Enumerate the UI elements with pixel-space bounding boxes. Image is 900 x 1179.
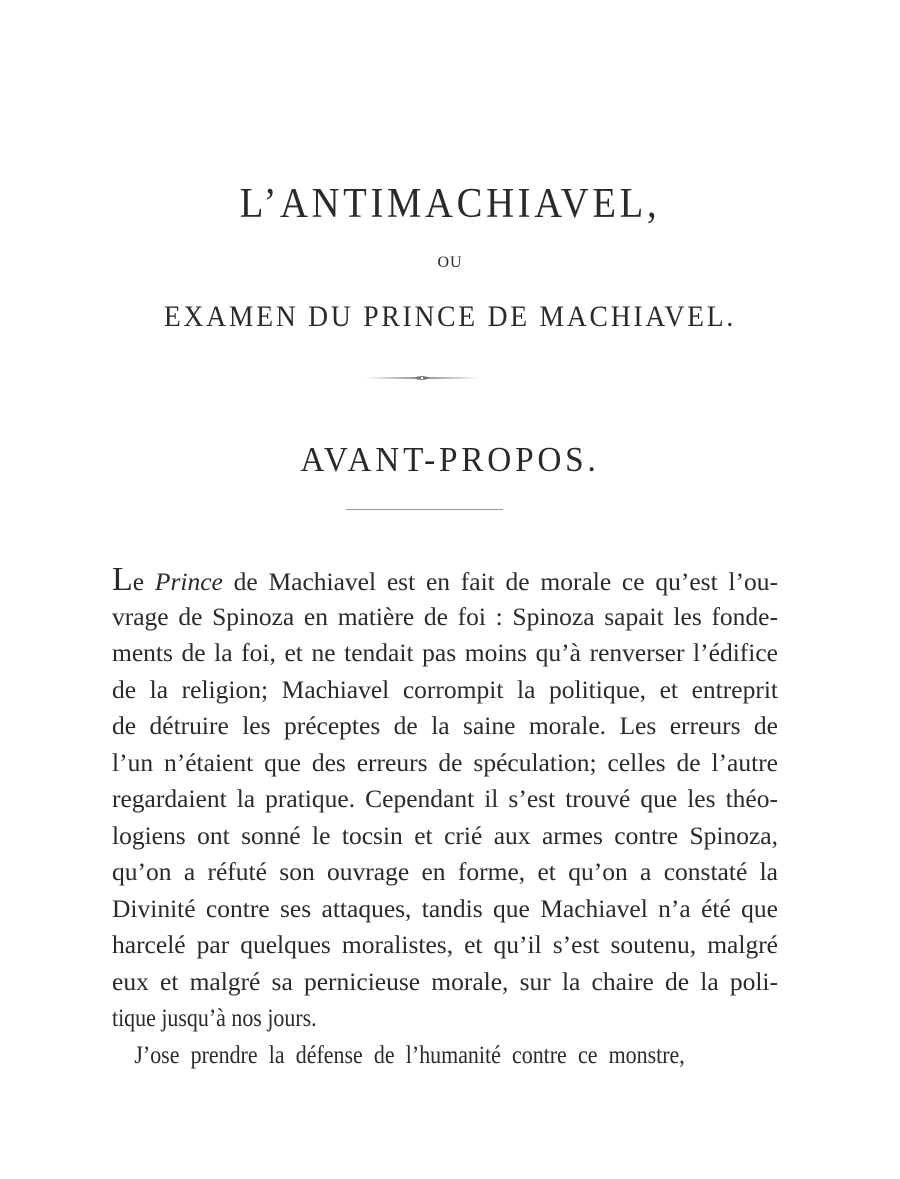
text-span: de Machiavel est en fait de morale ce qu’est l’ou- [222,567,778,596]
book-subtitle: EXAMEN DU PRINCE DE MACHIAVEL. [163,300,737,333]
paragraph-line: ments de la foi, et ne tendait pas moins qu’à renverser l’édifice [112,638,778,667]
paragraph-line [112,562,778,599]
ornament-divider-icon [365,374,480,382]
paragraph-line: J’ose prendre la défense de l’humanité contre ce monstre, [134,1039,685,1069]
book-title: L’ANTIMACHIAVEL, [239,181,661,227]
paragraph-line: vrage de Spinoza en matière de foi : Spinoza sapait les fonde- [112,601,778,631]
section-heading: AVANT-PROPOS. [300,440,600,479]
paragraph-line: tique jusqu’à nos jours. [112,1003,317,1032]
text-span: e [132,567,155,596]
paragraph-line: qu’on a réfuté son ouvrage en forme, et qu’on a constaté la [112,857,778,886]
body-text [112,562,778,1073]
book-title-italic: Prince [154,567,223,596]
paragraph-line: l’un n’étaient que des erreurs de spéculation; celles de l’autre [112,747,778,777]
paragraph-line: Divinité contre ses attaques, tandis que Machiavel n’a été que [112,893,778,923]
paragraph-line: de la religion; Machiavel corrompit la politique, et entreprit [112,674,778,704]
paragraph-line: logiens ont sonné le tocsin et crié aux armes contre Spinoza, [112,820,778,850]
paragraph-line: regardaient la pratique. Cependant il s’est trouvé que les théo- [112,784,778,813]
title-conjunction: OU [437,254,463,271]
paragraph-line: eux et malgré sa pernicieuse morale, sur la chaire de la poli- [112,966,778,996]
initial-letter: L [112,561,133,598]
paragraph-line: de détruire les préceptes de la saine morale. Les erreurs de [112,711,778,740]
heading-rule [346,509,503,510]
paragraph-line: harcelé par quelques moralistes, et qu’il s’est soutenu, malgré [112,930,778,959]
